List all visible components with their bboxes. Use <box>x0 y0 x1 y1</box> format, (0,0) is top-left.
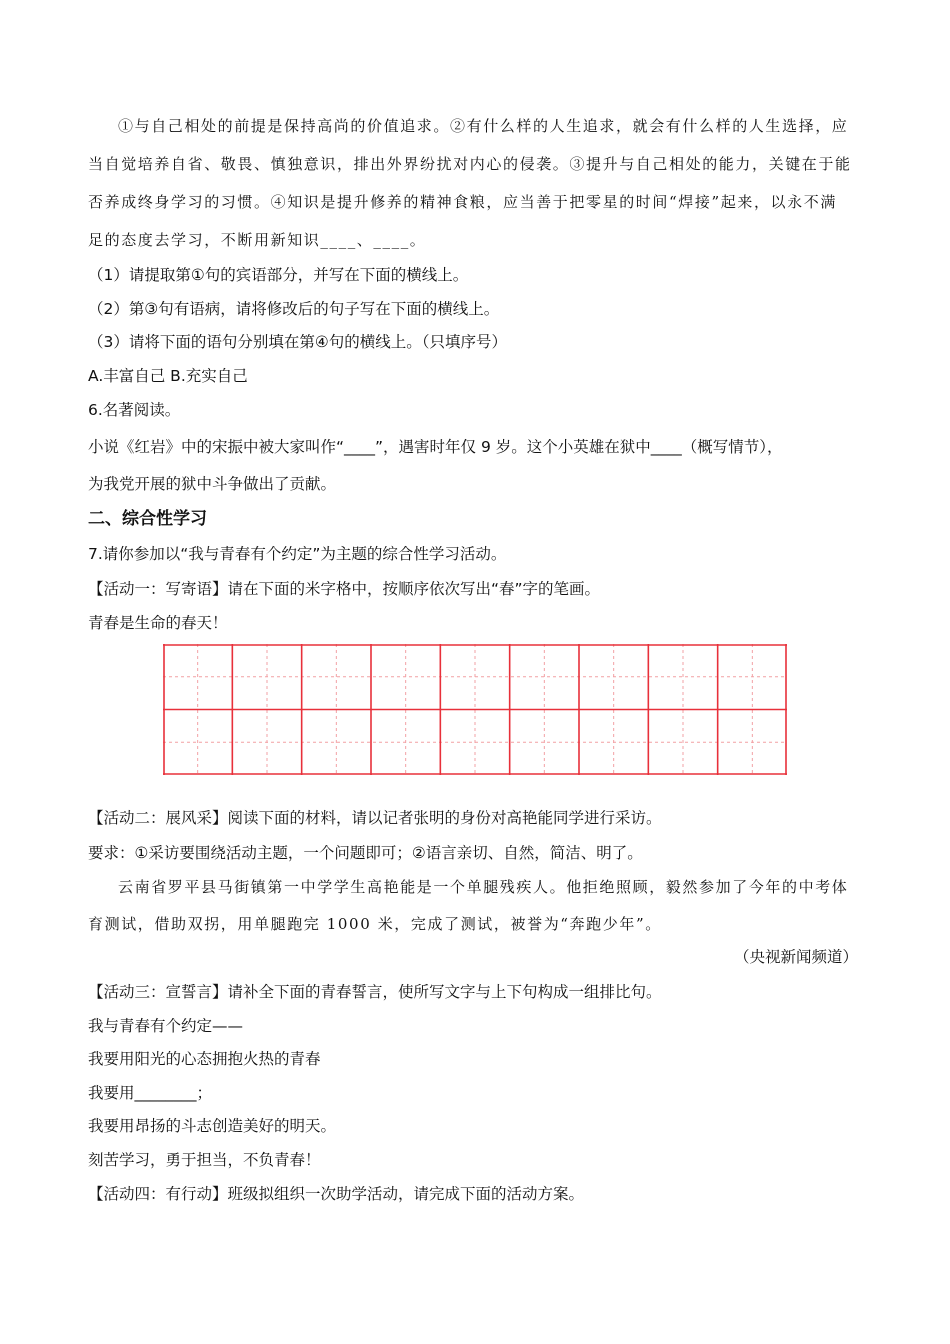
grid-cell[interactable] <box>579 644 648 710</box>
oath-line-2: 我要用________； <box>88 1084 213 1102</box>
grid-cell[interactable] <box>440 644 509 710</box>
q7-title: 7.请你参加以“我与青春有个约定”为主题的综合性学习活动。 <box>88 545 507 563</box>
grid-cell[interactable] <box>232 644 301 710</box>
news-line-1: 云南省罗平县马街镇第一中学学生高艳能是一个单腿残疾人。他拒绝照顾，毅然参加了今年的中考体 <box>118 878 849 896</box>
grid-cell[interactable] <box>232 710 301 776</box>
news-line-2: 育测试，借助双拐，用单腿跑完 1000 米，完成了测试，被誉为“奔跑少年”。 <box>88 915 662 933</box>
grid-cell[interactable] <box>371 710 440 776</box>
section-heading: 二、综合性学习 <box>88 509 207 529</box>
passage-line-2: 当自觉培养自省、敬畏、慎独意识，排出外界纷扰对内心的侵袭。③提升与自己相处的能力，关键在于能 <box>88 155 852 173</box>
q5-sub-question-2: （2）第③句有语病，请将修改后的句子写在下面的横线上。 <box>88 300 500 318</box>
grid-cell[interactable] <box>163 644 232 710</box>
grid-cell[interactable] <box>371 644 440 710</box>
grid-cell[interactable] <box>718 710 787 776</box>
grid-cell[interactable] <box>718 644 787 710</box>
q6-line-2: 为我党开展的狱中斗争做出了贡献。 <box>88 475 337 493</box>
grid-cell[interactable] <box>440 710 509 776</box>
passage-line-3: 否养成终身学习的习惯。④知识是提升修养的精神食粮，应当善于把零星的时间“焊接”起来，以永不满 <box>88 193 837 211</box>
passage-line-4: 足的态度去学习，不断用新知识____、____。 <box>88 231 427 249</box>
q5-sub-question-1: （1）请提取第①句的宾语部分，并写在下面的横线上。 <box>88 266 469 284</box>
grid-cell[interactable] <box>648 710 717 776</box>
activity-3: 【活动三：宣誓言】请补全下面的青春誓言，使所写文字与上下句构成一组排比句。 <box>88 983 662 1001</box>
q5-options: A.丰富自己 B.充实自己 <box>88 367 248 385</box>
requirements: 要求：①采访要围绕活动主题，一个问题即可；②语言亲切、自然，简洁、明了。 <box>88 844 643 862</box>
news-source: （央视新闻频道） <box>733 948 858 966</box>
q5-sub-question-3: （3）请将下面的语句分别填在第④句的横线上。（只填序号） <box>88 333 508 351</box>
q6-title: 6.名著阅读。 <box>88 401 181 419</box>
oath-line-1: 我要用阳光的心态拥抱火热的青春 <box>88 1050 321 1068</box>
motto-text: 青春是生命的春天！ <box>88 614 228 632</box>
oath-line-4: 刻苦学习，勇于担当，不负青春！ <box>88 1151 321 1169</box>
grid-cell[interactable] <box>302 644 371 710</box>
passage-line-1: ①与自己相处的前提是保持高尚的价值追求。②有什么样的人生追求，就会有什么样的人生选择，应 <box>118 117 849 135</box>
q6-line-1: 小说《红岩》中的宋振中被大家叫作“____”，遇害时年仅 9 岁。这个小英雄在狱中____（概写情节）， <box>88 438 783 456</box>
mi-character-grid[interactable] <box>163 644 787 775</box>
oath-line-3: 我要用昂扬的斗志创造美好的明天。 <box>88 1117 337 1135</box>
activity-4: 【活动四：有行动】班级拟组织一次助学活动，请完成下面的活动方案。 <box>88 1185 585 1203</box>
activity-1: 【活动一：写寄语】请在下面的米字格中，按顺序依次写出“春”字的笔画。 <box>88 580 601 598</box>
grid-cell[interactable] <box>510 710 579 776</box>
grid-cell[interactable] <box>579 710 648 776</box>
grid-cell[interactable] <box>163 710 232 776</box>
activity-2: 【活动二：展风采】阅读下面的材料，请以记者张明的身份对高艳能同学进行采访。 <box>88 809 662 827</box>
grid-cell[interactable] <box>302 710 371 776</box>
oath-line-0: 我与青春有个约定—— <box>88 1017 244 1035</box>
grid-cell[interactable] <box>510 644 579 710</box>
grid-cell[interactable] <box>648 644 717 710</box>
